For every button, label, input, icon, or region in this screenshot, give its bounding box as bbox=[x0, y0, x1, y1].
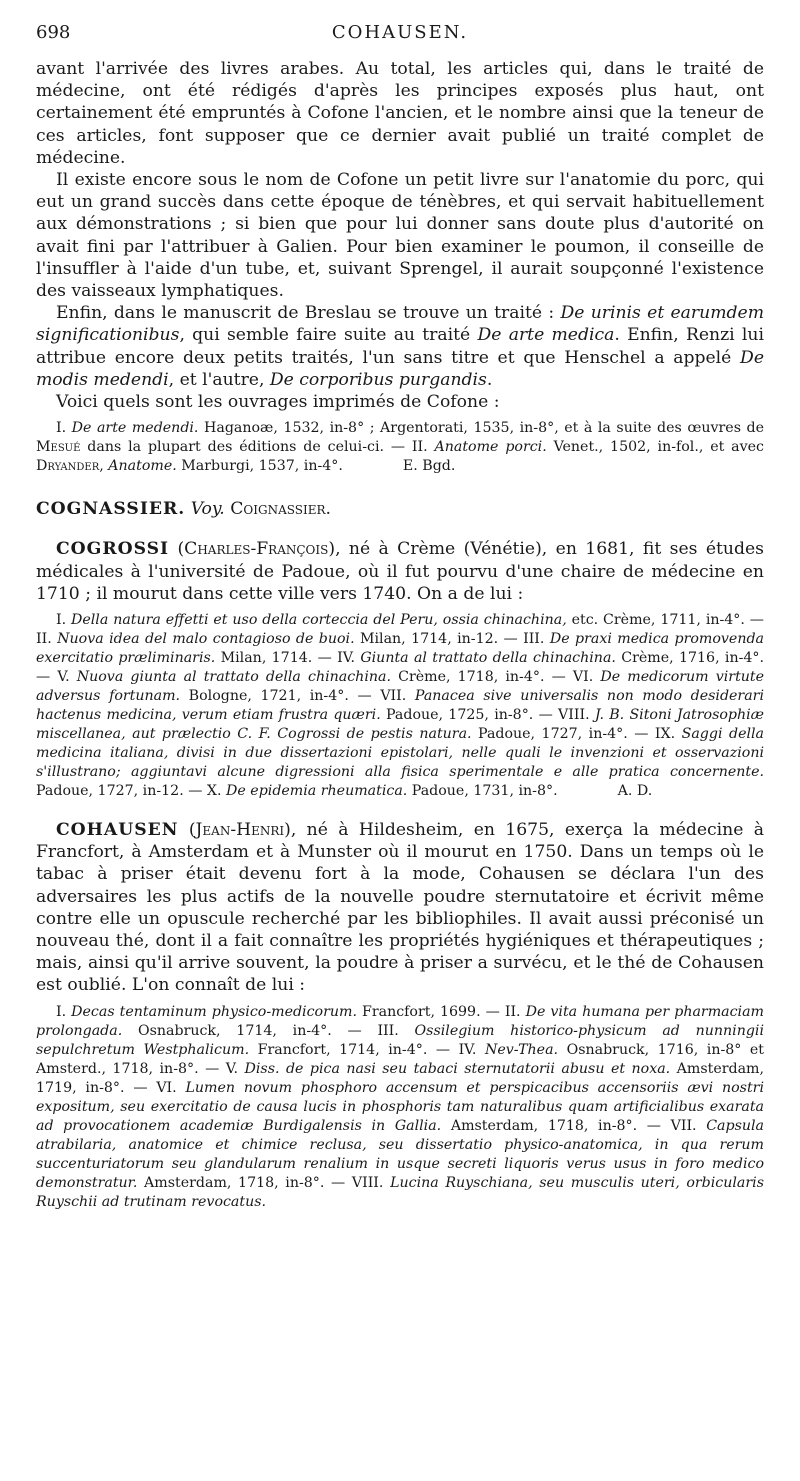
bibliography-cohausen: I. Decas tentaminum physico-medicorum. Francfort, 1699. — II. De vita humana per pharmaciam prolongada. Osnabruck, 1714, in-4°. — III. Ossilegium historico-physicum ad nunningii sepulchretum Westphalicum. Francfort, 1714, in-4°. — IV. Nev-Thea. Osnabruck, 1716, in-8° et Amsterd., 1718, in-8°. — V. Diss. de pica nasi seu tabaci sternutatorii abusu et noxa. Amsterdam, 1719, in-8°. — VI. Lumen novum phosphoro accensum et perspicacibus accensoriis ævi nostri expositum, seu exercitatio de causa lucis in phosphoris tam naturalibus quam artificialibus exarata ad provocationem academiæ Burdigalensis in Gallia. Amsterdam, 1718, in-8°. — VII. Capsula atrabilaria, anatomice et chimice reclusa, seu dissertatio physico-anatomica, in qua rerum succenturiatorum seu glandularum renalium in usque secreti liquoris verus usus in foro medico demonstratur. Amsterdam, 1718, in-8°. — VIII. Lucina Ruyschiana, seu musculis uteri, orbicularis Ruyschii ad trutinam revocatus. bbox=[36, 1003, 765, 1210]
paragraph-anatomy-of-pig: Il existe encore sous le nom de Cofone un petit livre sur l'anatomie du porc, qui eut un grand succès dans cette époque de ténèbres, et qui servait habituellement aux démonstrations ; si bien que pour lui donner sans doute plus d'autorité on avait fini par l'attribuer à Galien. Pour bien examiner le poumon, il conseille de l'insuffler à l'aide d'un tube, et, suivant Sprengel, il aurait soupçonné l'existence des vaisseaux lymphatiques. bbox=[36, 170, 764, 302]
entry-headword: COGROSSI bbox=[56, 539, 170, 560]
running-title: COHAUSEN. bbox=[331, 22, 469, 43]
entry-headword: COGNASSIER. bbox=[36, 499, 186, 520]
author-signature: A. D. bbox=[617, 783, 653, 800]
paragraph-breslau-manuscript: Enfin, dans le manuscrit de Breslau se trouve un traité : De urinis et earumdem significationibus, qui semble faire suite au traité De arte medica. Enfin, Renzi lui attribue encore deux petits traités, l'un sans titre et que Henschel a appelé De modis medendi, et l'autre, De corporibus purgandis. bbox=[36, 303, 764, 390]
paragraph-printed-works-intro: Voici quels sont les ouvrages imprimés de Cofone : bbox=[56, 392, 500, 413]
bibliography-cogrossi: I. Della natura effetti et uso della corteccia del Peru, ossia chinachina, etc. Crème, 1711, in-4°. — II. Nuova idea del malo contagioso de buoi. Milan, 1714, in-12. — III. De praxi medica promovenda exercitatio præliminaris. Milan, 1714. — IV. Giunta al trattato della chinachina. Crème, 1716, in-4°. — V. Nuova giunta al trattato della chinachina. Crème, 1718, in-4°. — VI. De medicorum virtute adversus fortunam. Bologne, 1721, in-4°. — VII. Panacea sive universalis non modo desiderari hactenus medicina, verum etiam frustra quæri. Padoue, 1725, in-8°. — VIII. J. B. Sitoni Jatrosophiæ miscellanea, aut prælectio C. F. Cogrossi de pestis natura. Padoue, 1727, in-4°. — IX. Saggi della medicina italiana, divisi in due dissertazioni epistolari, nelle quali le invenzioni et osservazioni s'illustrano; aggiuntavi alcune digressioni alla fisica sperimentale e alle pratica concernente. Padoue, 1727, in-12. — X. De epidemia rheumatica. Padoue, 1731, in-8°. A. D. bbox=[36, 612, 765, 800]
bibliography-cofone: I. De arte medendi. Haganoæ, 1532, in-8° ; Argentorati, 1535, in-8°, et à la suite des œuvres de Mesué dans la plupart des éditions de celui-ci. — II. Anatome porci. Venet., 1502, in-fol., et avec Dryander, Anatome. Marburgi, 1537, in-4°. E. Bgd. bbox=[36, 420, 764, 475]
running-head bbox=[36, 22, 764, 48]
entry-headword: COHAUSEN bbox=[56, 820, 179, 841]
entry-cohausen: COHAUSEN (Jean-Henri), né à Hildesheim, en 1675, exerça la médecine à Francfort, à Amsterdam et à Munster où il mourut en 1750. Dans un temps où le tabac à priser était devenu fort à la mode, Cohausen se déclara l'un des adversaires les plus actifs de la nouvelle poudre sternutatoire et écrivit même contre elle un opuscule recherché par les bibliophiles. Il avait aussi préconisé un nouveau thé, dont il a fait connaître les propriétés hygiéniques et thérapeutiques ; mais, ainsi qu'il arrive souvent, la poudre à priser a survécu, et le thé de Cohausen est oublié. L'on connaît de lui : bbox=[36, 820, 765, 996]
paragraph-arabic-books: avant l'arrivée des livres arabes. Au total, les articles qui, dans le traité de médecine, ont été rédigés d'après les principes exposés plus haut, ont certainement été empruntés à Cofone l'ancien, et le nombre ainsi que la teneur de ces articles, font supposer que ce dernier avait publié un traité complet de médecine. bbox=[36, 59, 764, 168]
entry-cognassier: COGNASSIER. Voy. Coignassier. bbox=[36, 499, 331, 520]
cross-reference: Coignassier. bbox=[230, 499, 331, 520]
page-number: 698 bbox=[36, 22, 71, 43]
author-signature: E. Bgd. bbox=[402, 458, 456, 475]
entry-cogrossi: COGROSSI (Charles-François), né à Crème (Vénétie), en 1681, fit ses études médicales à l'université de Padoue, où il fut pourvu d'une chaire de médecine en 1710 ; il mourut dans cette ville vers 1740. On a de lui : bbox=[36, 539, 764, 604]
